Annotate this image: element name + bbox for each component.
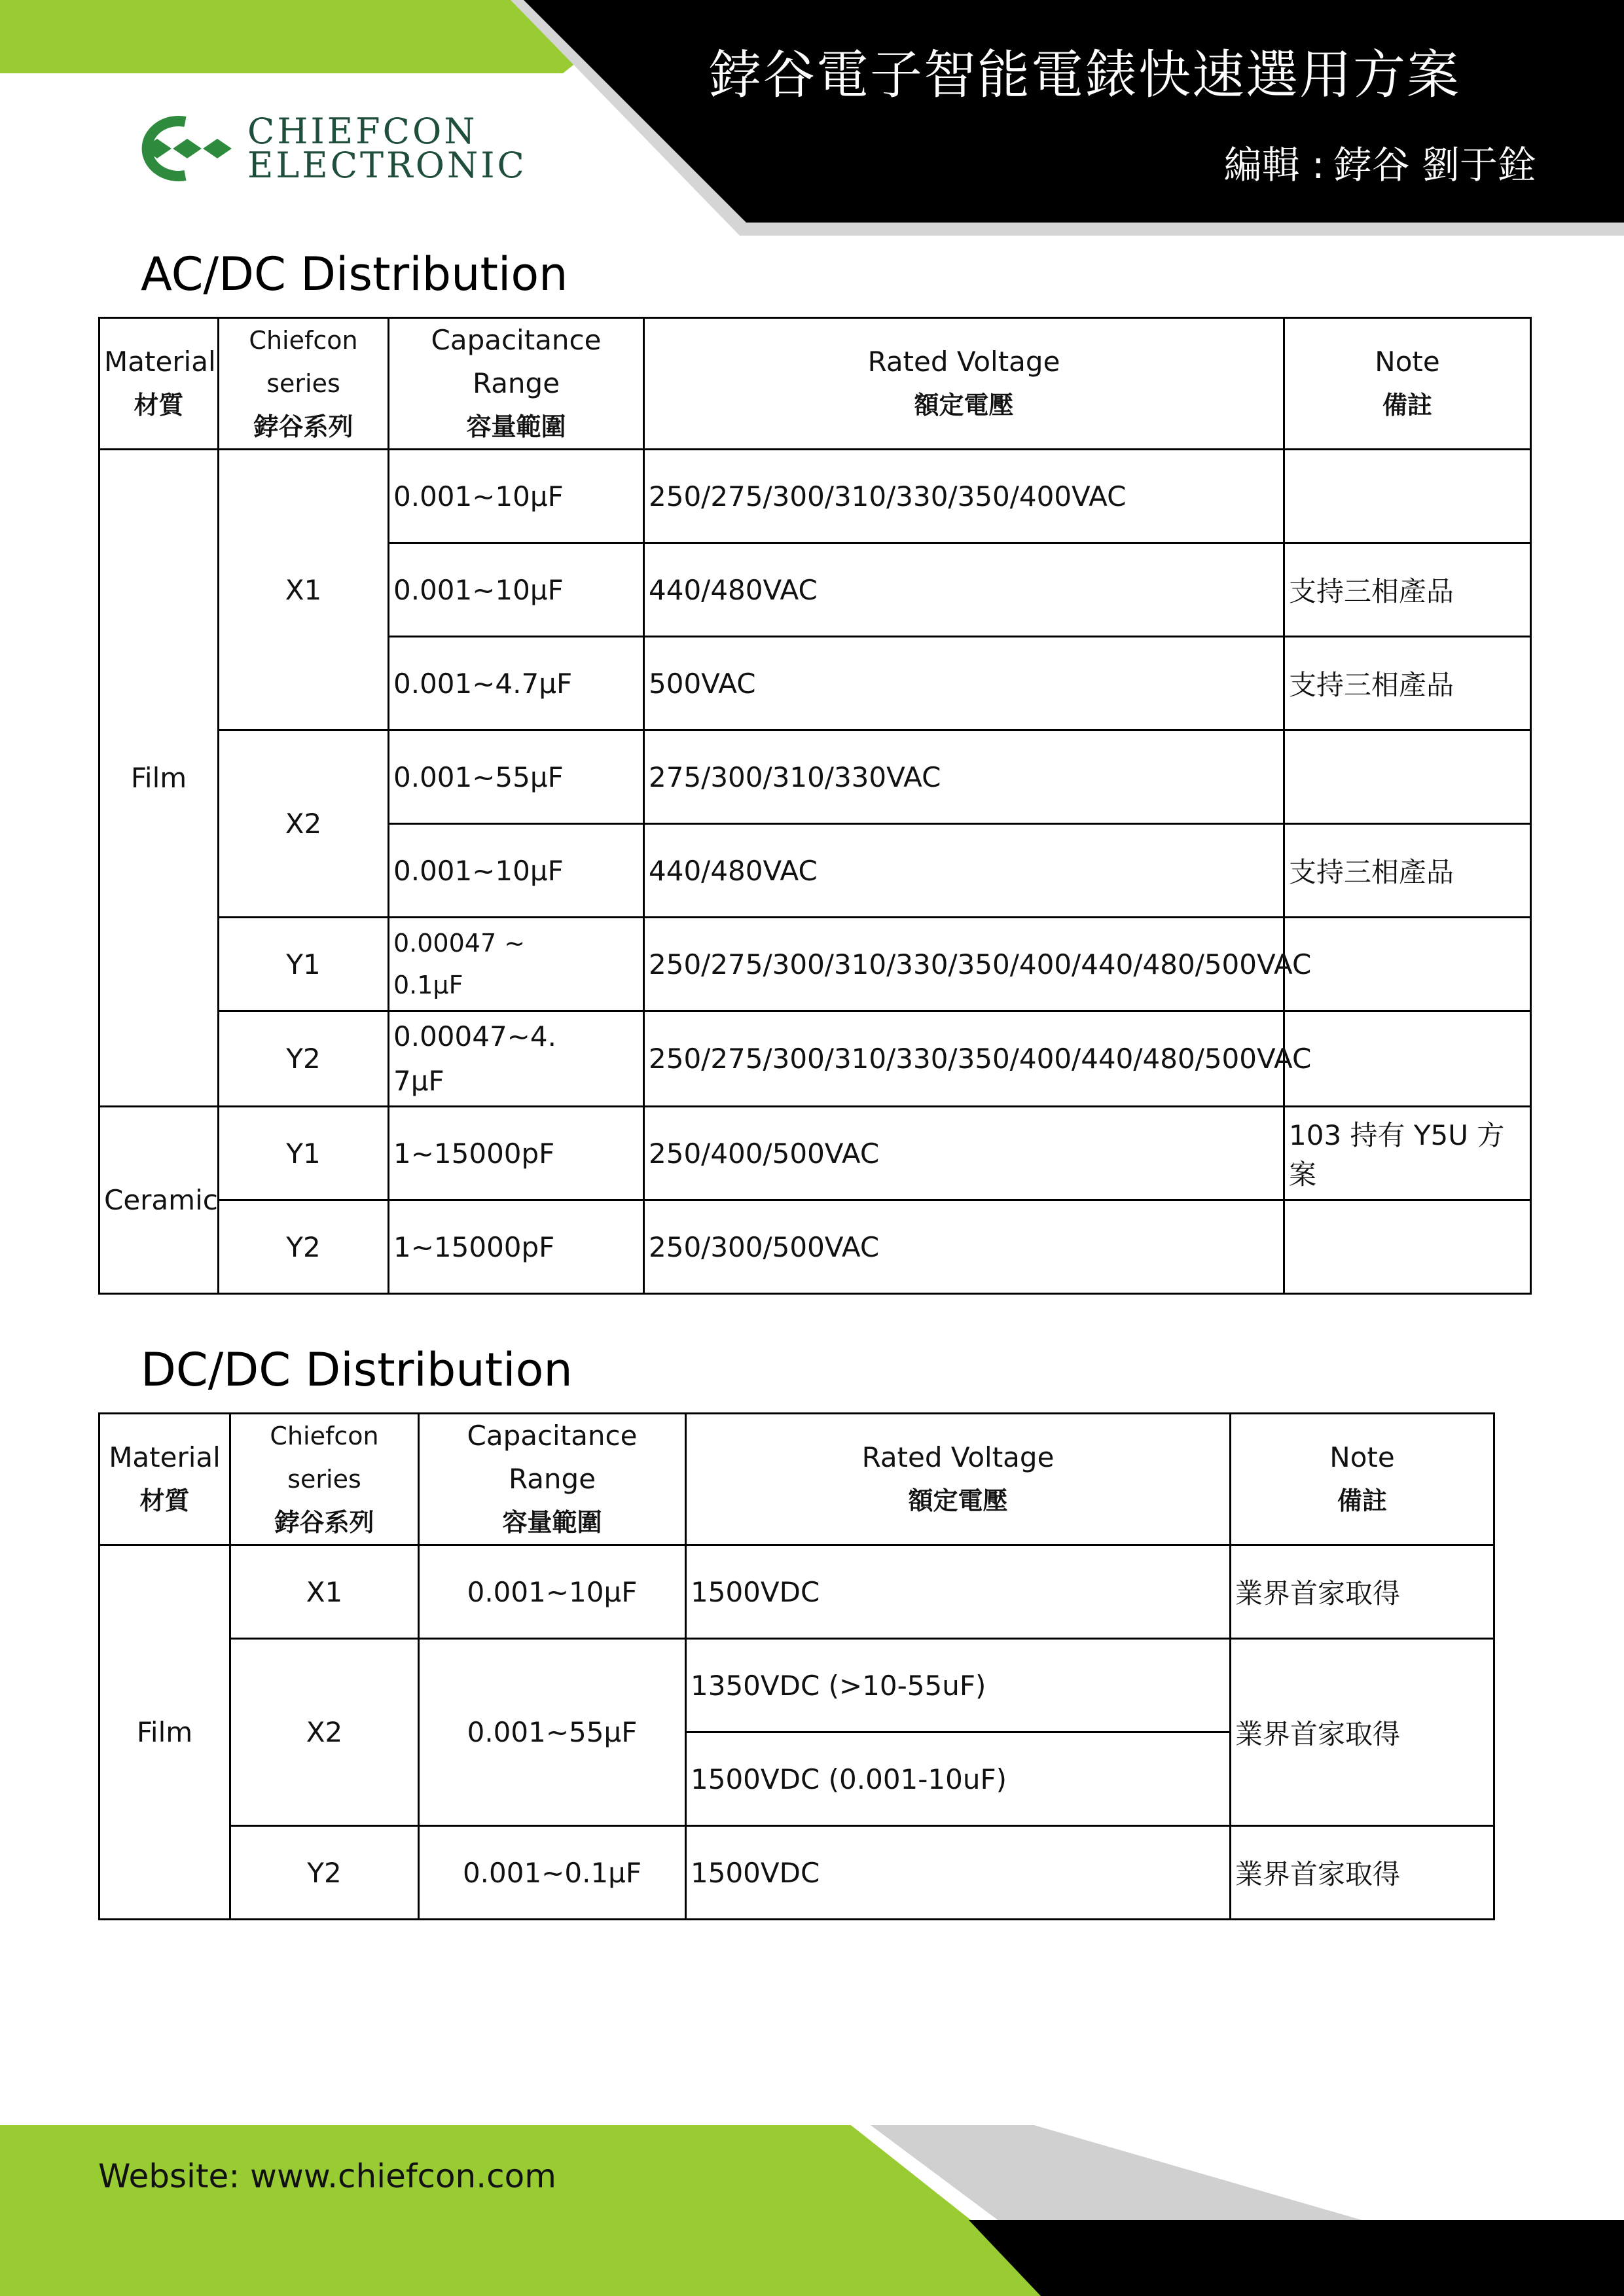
series-cell: Y2 bbox=[219, 1011, 389, 1107]
table-row bbox=[99, 918, 1531, 1011]
note-cell bbox=[1284, 1011, 1531, 1107]
voltage-cell: 1500VDC bbox=[686, 1826, 1231, 1920]
series-cell: X1 bbox=[230, 1545, 419, 1639]
capacitance-cell: 0.00047~4. 7μF bbox=[389, 1011, 644, 1107]
note-cell bbox=[1284, 730, 1531, 824]
logo-line-1: CHIEFCON bbox=[247, 111, 478, 152]
table-header-row bbox=[99, 318, 1531, 450]
note-cell bbox=[1284, 918, 1531, 1011]
table-header-row bbox=[99, 1414, 1494, 1545]
acdc-section-title: AC/DC Distribution bbox=[141, 247, 568, 301]
table-row bbox=[99, 1639, 1494, 1732]
voltage-cell: 440/480VAC bbox=[644, 543, 1284, 637]
voltage-cell: 250/275/300/310/330/350/400/440/480/500VAC bbox=[644, 1011, 1284, 1107]
series-cell: X2 bbox=[219, 730, 389, 918]
capacitance-cell: 0.001~10μF bbox=[419, 1545, 686, 1639]
capacitance-cell: 0.001~55μF bbox=[419, 1639, 686, 1826]
table-row bbox=[99, 1011, 1531, 1107]
voltage-cell: 250/300/500VAC bbox=[644, 1200, 1284, 1294]
voltage-cell: 1500VDC (0.001-10uF) bbox=[686, 1732, 1231, 1826]
note-cell: 業界首家取得 bbox=[1231, 1639, 1494, 1826]
capacitance-cell: 1~15000pF bbox=[389, 1200, 644, 1294]
voltage-cell: 250/275/300/310/330/350/400/440/480/500VAC bbox=[644, 918, 1284, 1011]
material-cell: Ceramic bbox=[99, 1107, 219, 1294]
table-row bbox=[99, 1826, 1494, 1920]
series-cell: Y1 bbox=[219, 1107, 389, 1200]
header-note: Note 備註 bbox=[1284, 318, 1531, 450]
header-voltage: Rated Voltage 額定電壓 bbox=[686, 1414, 1231, 1545]
editor-name: 鋍谷 劉于銓 bbox=[1333, 143, 1536, 187]
series-cell: X2 bbox=[230, 1639, 419, 1826]
header-voltage: Rated Voltage 額定電壓 bbox=[644, 318, 1284, 450]
table-row bbox=[99, 1107, 1531, 1200]
table-row bbox=[99, 730, 1531, 824]
note-cell bbox=[1284, 1200, 1531, 1294]
chiefcon-logo bbox=[117, 113, 562, 185]
note-cell: 業界首家取得 bbox=[1231, 1826, 1494, 1920]
dcdc-table bbox=[98, 1412, 1495, 1920]
note-cell: 支持三相產品 bbox=[1284, 824, 1531, 918]
capacitance-cell: 0.001~55μF bbox=[389, 730, 644, 824]
capacitance-cell: 0.001~10μF bbox=[389, 450, 644, 543]
header-material: Material 材質 bbox=[99, 318, 219, 450]
voltage-cell: 250/275/300/310/330/350/400VAC bbox=[644, 450, 1284, 543]
voltage-cell: 500VAC bbox=[644, 637, 1284, 730]
voltage-cell: 275/300/310/330VAC bbox=[644, 730, 1284, 824]
acdc-table bbox=[98, 317, 1532, 1295]
header-capacitance: Capacitance Range 容量範圍 bbox=[389, 318, 644, 450]
material-cell: Film bbox=[99, 450, 219, 1107]
dcdc-section-title: DC/DC Distribution bbox=[141, 1343, 573, 1397]
footer-website: Website: www.chiefcon.com bbox=[98, 2157, 556, 2195]
note-cell: 業界首家取得 bbox=[1231, 1545, 1494, 1639]
footer-black-band bbox=[969, 2220, 1624, 2296]
logo-mark-icon bbox=[117, 113, 247, 185]
table-row bbox=[99, 450, 1531, 543]
voltage-cell: 1500VDC bbox=[686, 1545, 1231, 1639]
table-row bbox=[99, 1545, 1494, 1639]
page-title: 鋍谷電子智能電錶快速選用方案 bbox=[709, 45, 1460, 105]
series-cell: Y2 bbox=[230, 1826, 419, 1920]
header-series: Chiefcon series 鋍谷系列 bbox=[219, 318, 389, 450]
note-cell: 103 持有 Y5U 方案 bbox=[1284, 1107, 1531, 1200]
note-cell bbox=[1284, 450, 1531, 543]
voltage-cell: 440/480VAC bbox=[644, 824, 1284, 918]
note-cell: 支持三相產品 bbox=[1284, 543, 1531, 637]
voltage-cell: 250/400/500VAC bbox=[644, 1107, 1284, 1200]
header-material: Material 材質 bbox=[99, 1414, 230, 1545]
capacitance-cell: 0.00047 ~ 0.1μF bbox=[389, 918, 644, 1011]
header-series: Chiefcon series 鋍谷系列 bbox=[230, 1414, 419, 1545]
editor-label: 編輯 : bbox=[1223, 143, 1325, 187]
capacitance-cell: 0.001~4.7μF bbox=[389, 637, 644, 730]
capacitance-cell: 0.001~10μF bbox=[389, 543, 644, 637]
header-note: Note 備註 bbox=[1231, 1414, 1494, 1545]
material-cell: Film bbox=[99, 1545, 230, 1920]
header-capacitance: Capacitance Range 容量範圍 bbox=[419, 1414, 686, 1545]
series-cell: Y2 bbox=[219, 1200, 389, 1294]
capacitance-cell: 0.001~0.1μF bbox=[419, 1826, 686, 1920]
series-cell: X1 bbox=[219, 450, 389, 730]
capacitance-cell: 1~15000pF bbox=[389, 1107, 644, 1200]
series-cell: Y1 bbox=[219, 918, 389, 1011]
logo-line-2: ELECTRONIC bbox=[247, 145, 527, 186]
voltage-cell: 1350VDC (>10-55uF) bbox=[686, 1639, 1231, 1732]
capacitance-cell: 0.001~10μF bbox=[389, 824, 644, 918]
editor-credit bbox=[1224, 134, 1536, 189]
note-cell: 支持三相產品 bbox=[1284, 637, 1531, 730]
table-row bbox=[99, 1200, 1531, 1294]
